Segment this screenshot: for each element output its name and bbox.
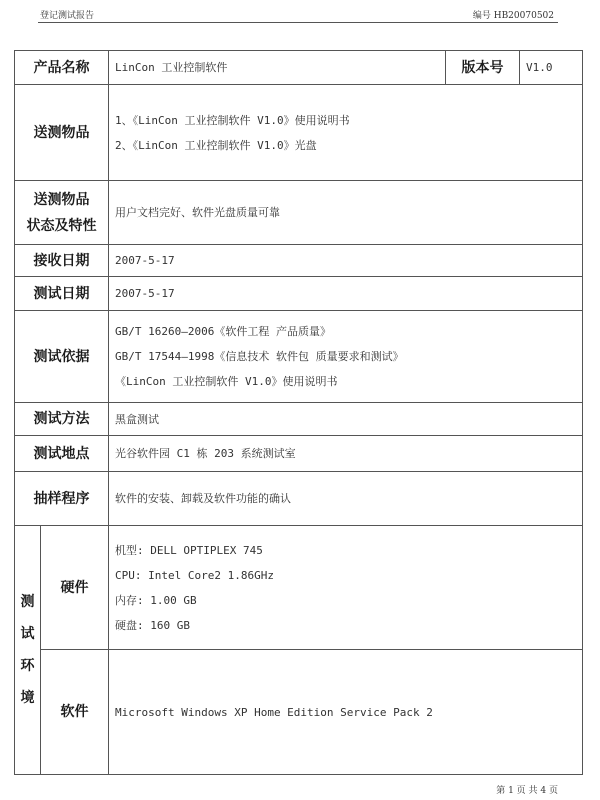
location-value: 光谷软件园 C1 栋 203 系统测试室 [109, 436, 583, 472]
hardware-line: 机型: DELL OPTIPLEX 745 [115, 543, 263, 557]
item-line: 1、《LinCon 工业控制软件 V1.0》使用说明书 [115, 113, 350, 127]
software-label: 软件 [41, 650, 109, 775]
items-value [109, 85, 583, 181]
basis-line: GB/T 17544—1998《信息技术 软件包 质量要求和测试》 [115, 350, 404, 363]
row-hardware [15, 526, 583, 650]
row-item-status [15, 181, 583, 245]
basis-value [109, 311, 583, 403]
method-label: 测试方法 [15, 403, 109, 436]
version-value: V1.0 [520, 51, 583, 85]
hardware-line: CPU: Intel Core2 1.86GHz [115, 568, 274, 582]
row-test-basis [15, 311, 583, 403]
hardware-line: 内存: 1.00 GB [115, 593, 197, 607]
sampling-label: 抽样程序 [15, 472, 109, 526]
test-report-table [14, 50, 583, 775]
env-label: 测 试 环 境 [15, 526, 41, 775]
row-receive-date [15, 245, 583, 277]
hardware-label: 硬件 [41, 526, 109, 650]
hardware-line: 硬盘: 160 GB [115, 618, 190, 632]
hardware-value [109, 526, 583, 650]
status-label: 送测物品 状态及特性 [15, 181, 109, 245]
header-title: 登记测试报告 [40, 11, 95, 21]
product-name-value: LinCon 工业控制软件 [109, 51, 446, 85]
software-value: Microsoft Windows XP Home Edition Service Pack 2 [109, 650, 583, 775]
row-software [15, 650, 583, 775]
row-test-date [15, 277, 583, 311]
location-label: 测试地点 [15, 436, 109, 472]
method-value: 黑盒测试 [109, 403, 583, 436]
row-sampling [15, 472, 583, 526]
version-label: 版本号 [446, 51, 520, 85]
sampling-value: 软件的安装、卸载及软件功能的确认 [109, 472, 583, 526]
header-number: 编号 HB20070502 [472, 11, 554, 21]
test-date-value: 2007-5-17 [109, 277, 583, 311]
status-value: 用户文档完好、软件光盘质量可靠 [109, 181, 583, 245]
row-test-method [15, 403, 583, 436]
item-line: 2、《LinCon 工业控制软件 V1.0》光盘 [115, 138, 317, 152]
receive-date-label: 接收日期 [15, 245, 109, 277]
row-test-items [15, 85, 583, 181]
row-test-location [15, 436, 583, 472]
report-header [38, 6, 558, 23]
page-footer: 第 1 页 共 4 页 [496, 786, 558, 796]
receive-date-value: 2007-5-17 [109, 245, 583, 277]
items-label: 送测物品 [15, 85, 109, 181]
row-product-name [15, 51, 583, 85]
product-name-label: 产品名称 [15, 51, 109, 85]
basis-line: GB/T 16260—2006《软件工程 产品质量》 [115, 325, 331, 338]
test-date-label: 测试日期 [15, 277, 109, 311]
basis-label: 测试依据 [15, 311, 109, 403]
basis-line: 《LinCon 工业控制软件 V1.0》使用说明书 [115, 375, 338, 388]
